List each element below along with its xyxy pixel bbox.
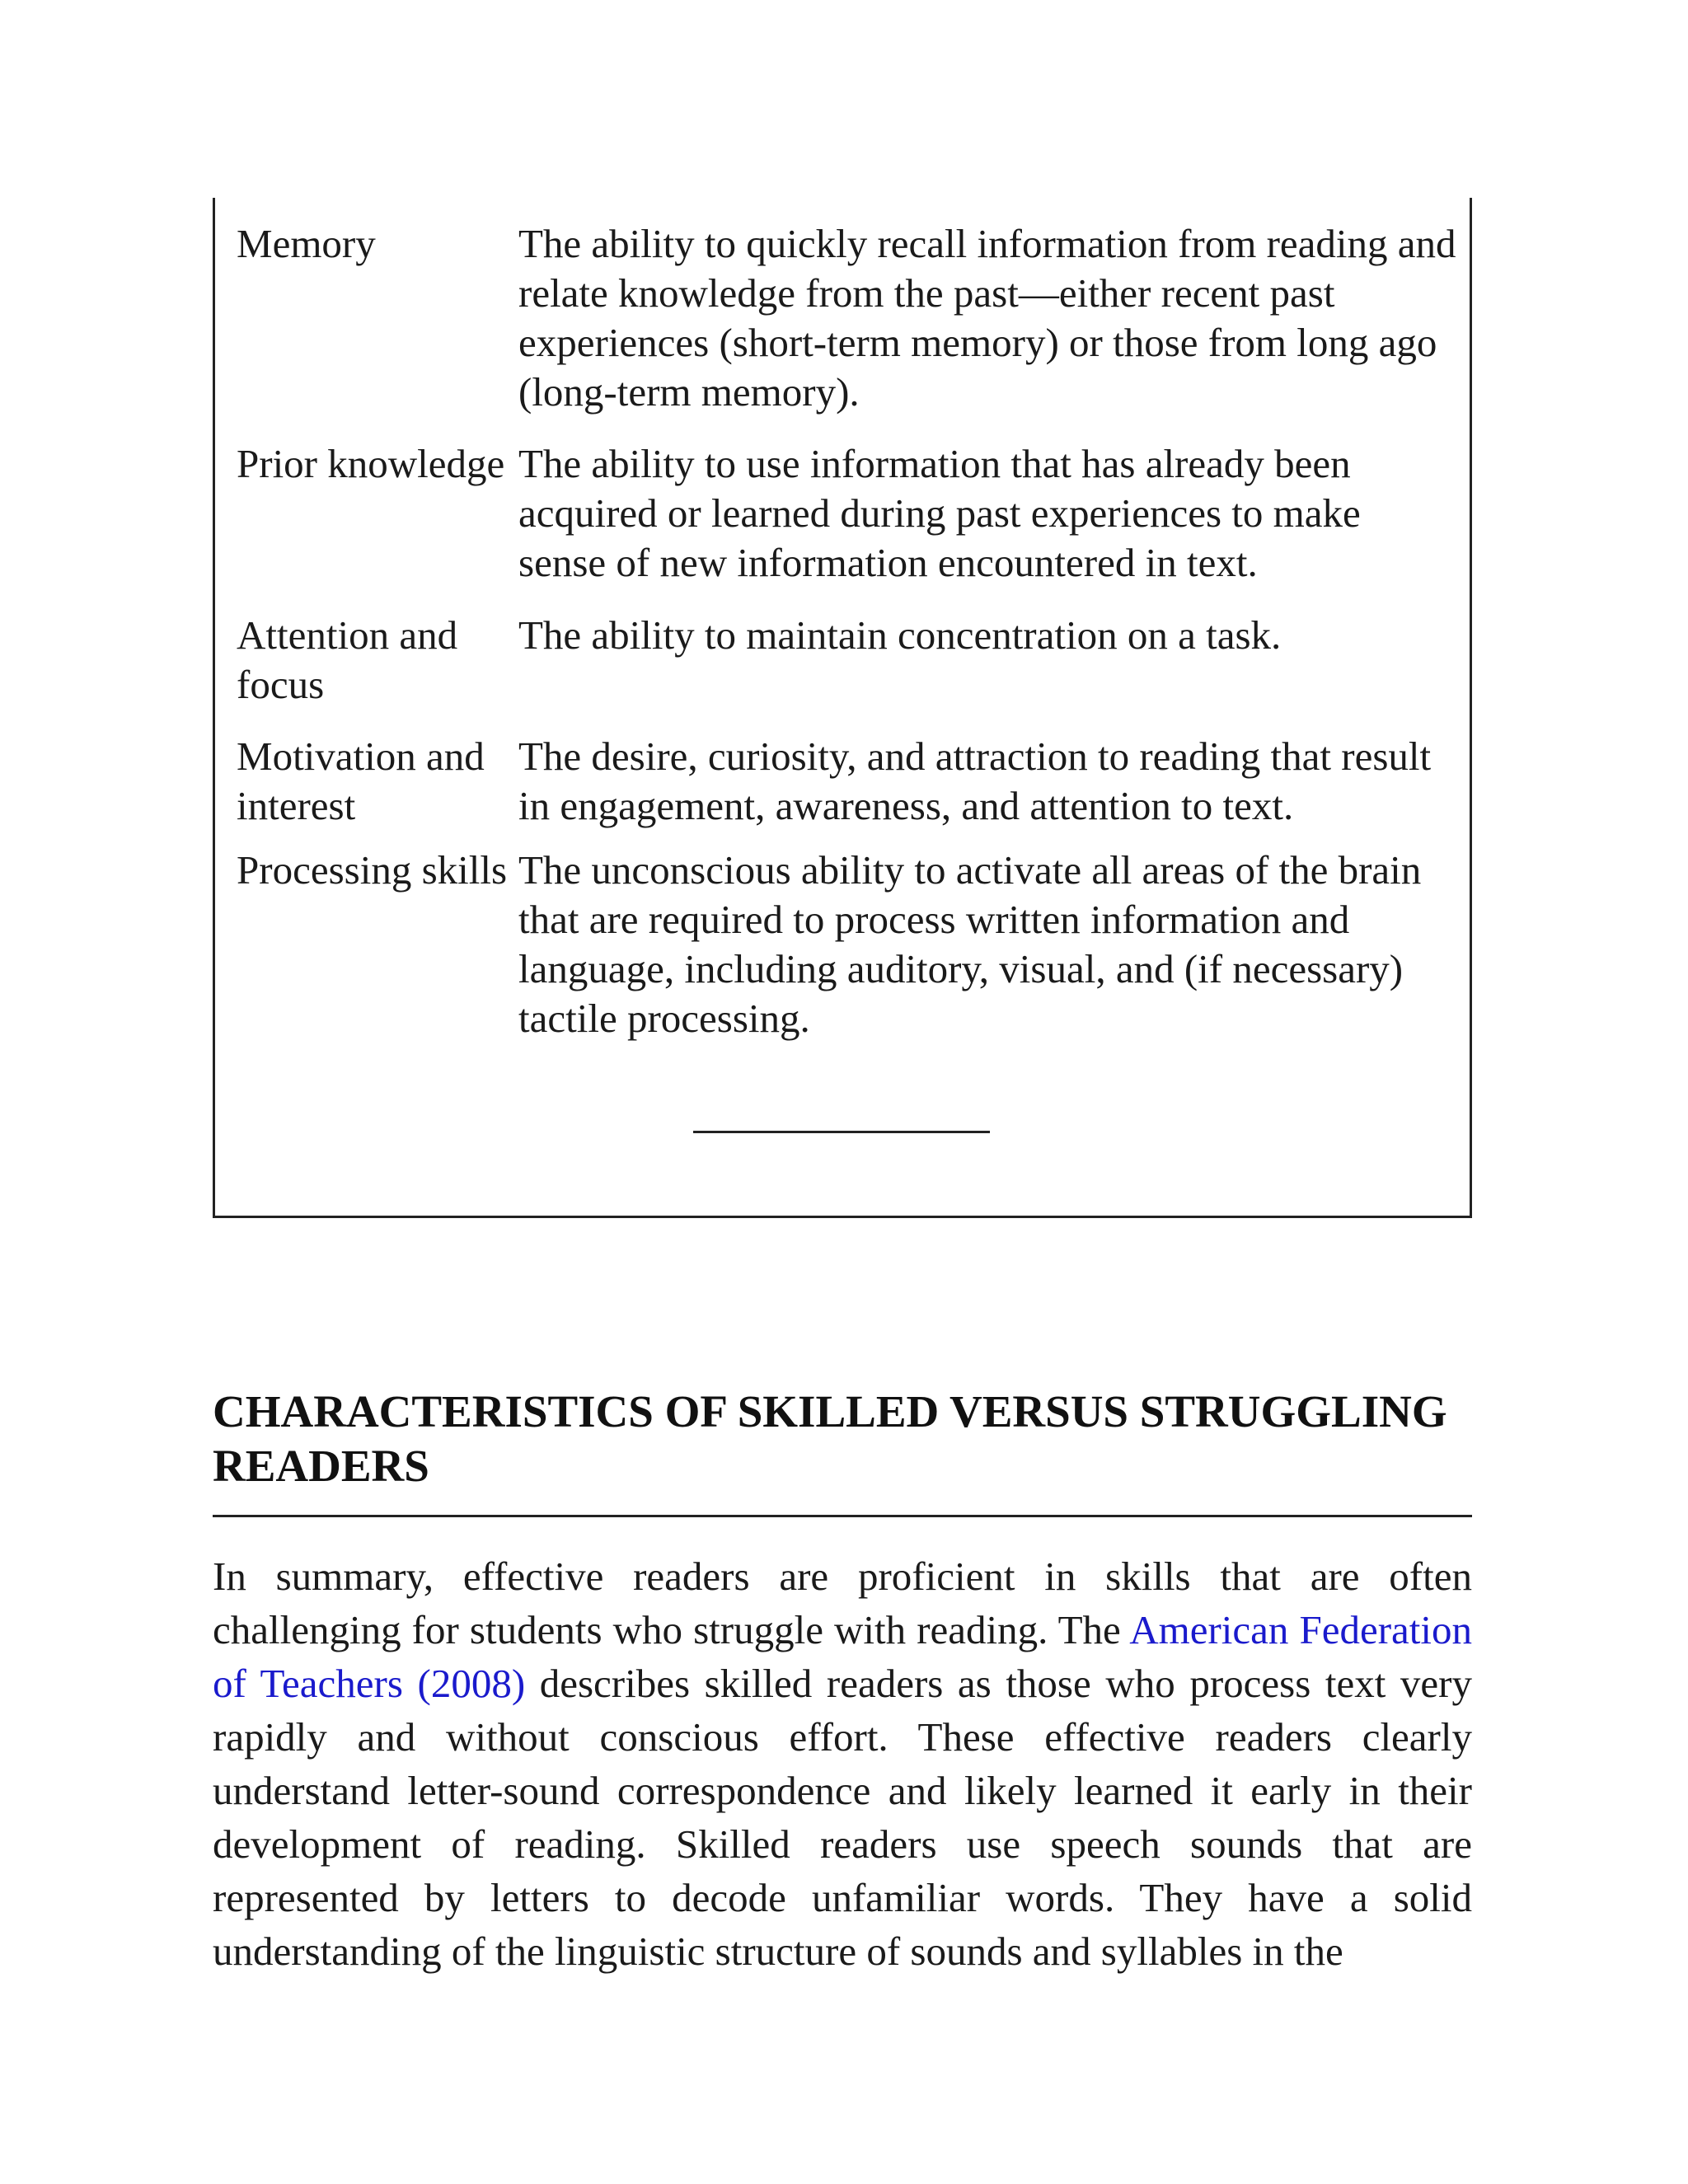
- table-row: [237, 611, 1456, 710]
- section-heading: CHARACTERISTICS OF SKILLED VERSUS STRUGGLING READERS: [213, 1386, 1447, 1491]
- definition-cell: The ability to maintain concentration on a task.: [518, 612, 1282, 658]
- term-cell: Memory: [237, 221, 376, 266]
- term-cell: Prior knowledge: [237, 441, 505, 486]
- definition-cell: The ability to quickly recall information from reading and relate knowledge from the past—either recent past experiences (short-term memory) or those from long ago (long-term memory).: [518, 221, 1456, 415]
- table-row: [237, 439, 1456, 588]
- paragraph-text-end: describes skilled readers as those who process text very rapidly and without conscious effort. These effective readers clearly understand letter-sound correspondence and likely learned it early in their development of reading. Skilled readers use speech sounds that are represented by letters to decode unfamiliar words. They have a solid understanding of the linguistic structure of sounds and syllables in the: [213, 1661, 1472, 1974]
- definitions-table: [213, 198, 1472, 1218]
- table-row: [237, 732, 1456, 831]
- term-cell: Motivation and interest: [237, 733, 485, 828]
- term-cell: Processing skills: [237, 847, 508, 893]
- definition-cell: The unconscious ability to activate all areas of the brain that are required to process written information and language, including auditory, visual, and (if necessary) tactile processing.: [518, 847, 1422, 1041]
- definition-cell: The ability to use information that has already been acquired or learned during past experiences to make sense of new information encountered in text.: [518, 441, 1361, 585]
- heading-divider: [213, 1515, 1472, 1517]
- table-row: [237, 219, 1456, 417]
- paragraph-text-start: In summary, effective readers are proficient in skills that are often challenging for students who struggle with reading. The: [213, 1554, 1472, 1652]
- term-cell: Attention and focus: [237, 612, 458, 707]
- table-row: [237, 846, 1456, 1043]
- body-paragraph: [213, 1549, 1472, 1978]
- citation-link[interactable]: American Federation of Teachers (2008): [213, 1607, 1473, 1706]
- table-end-rule: [693, 1131, 990, 1133]
- definition-cell: The desire, curiosity, and attraction to reading that result in engagement, awareness, and attention to text.: [518, 733, 1432, 828]
